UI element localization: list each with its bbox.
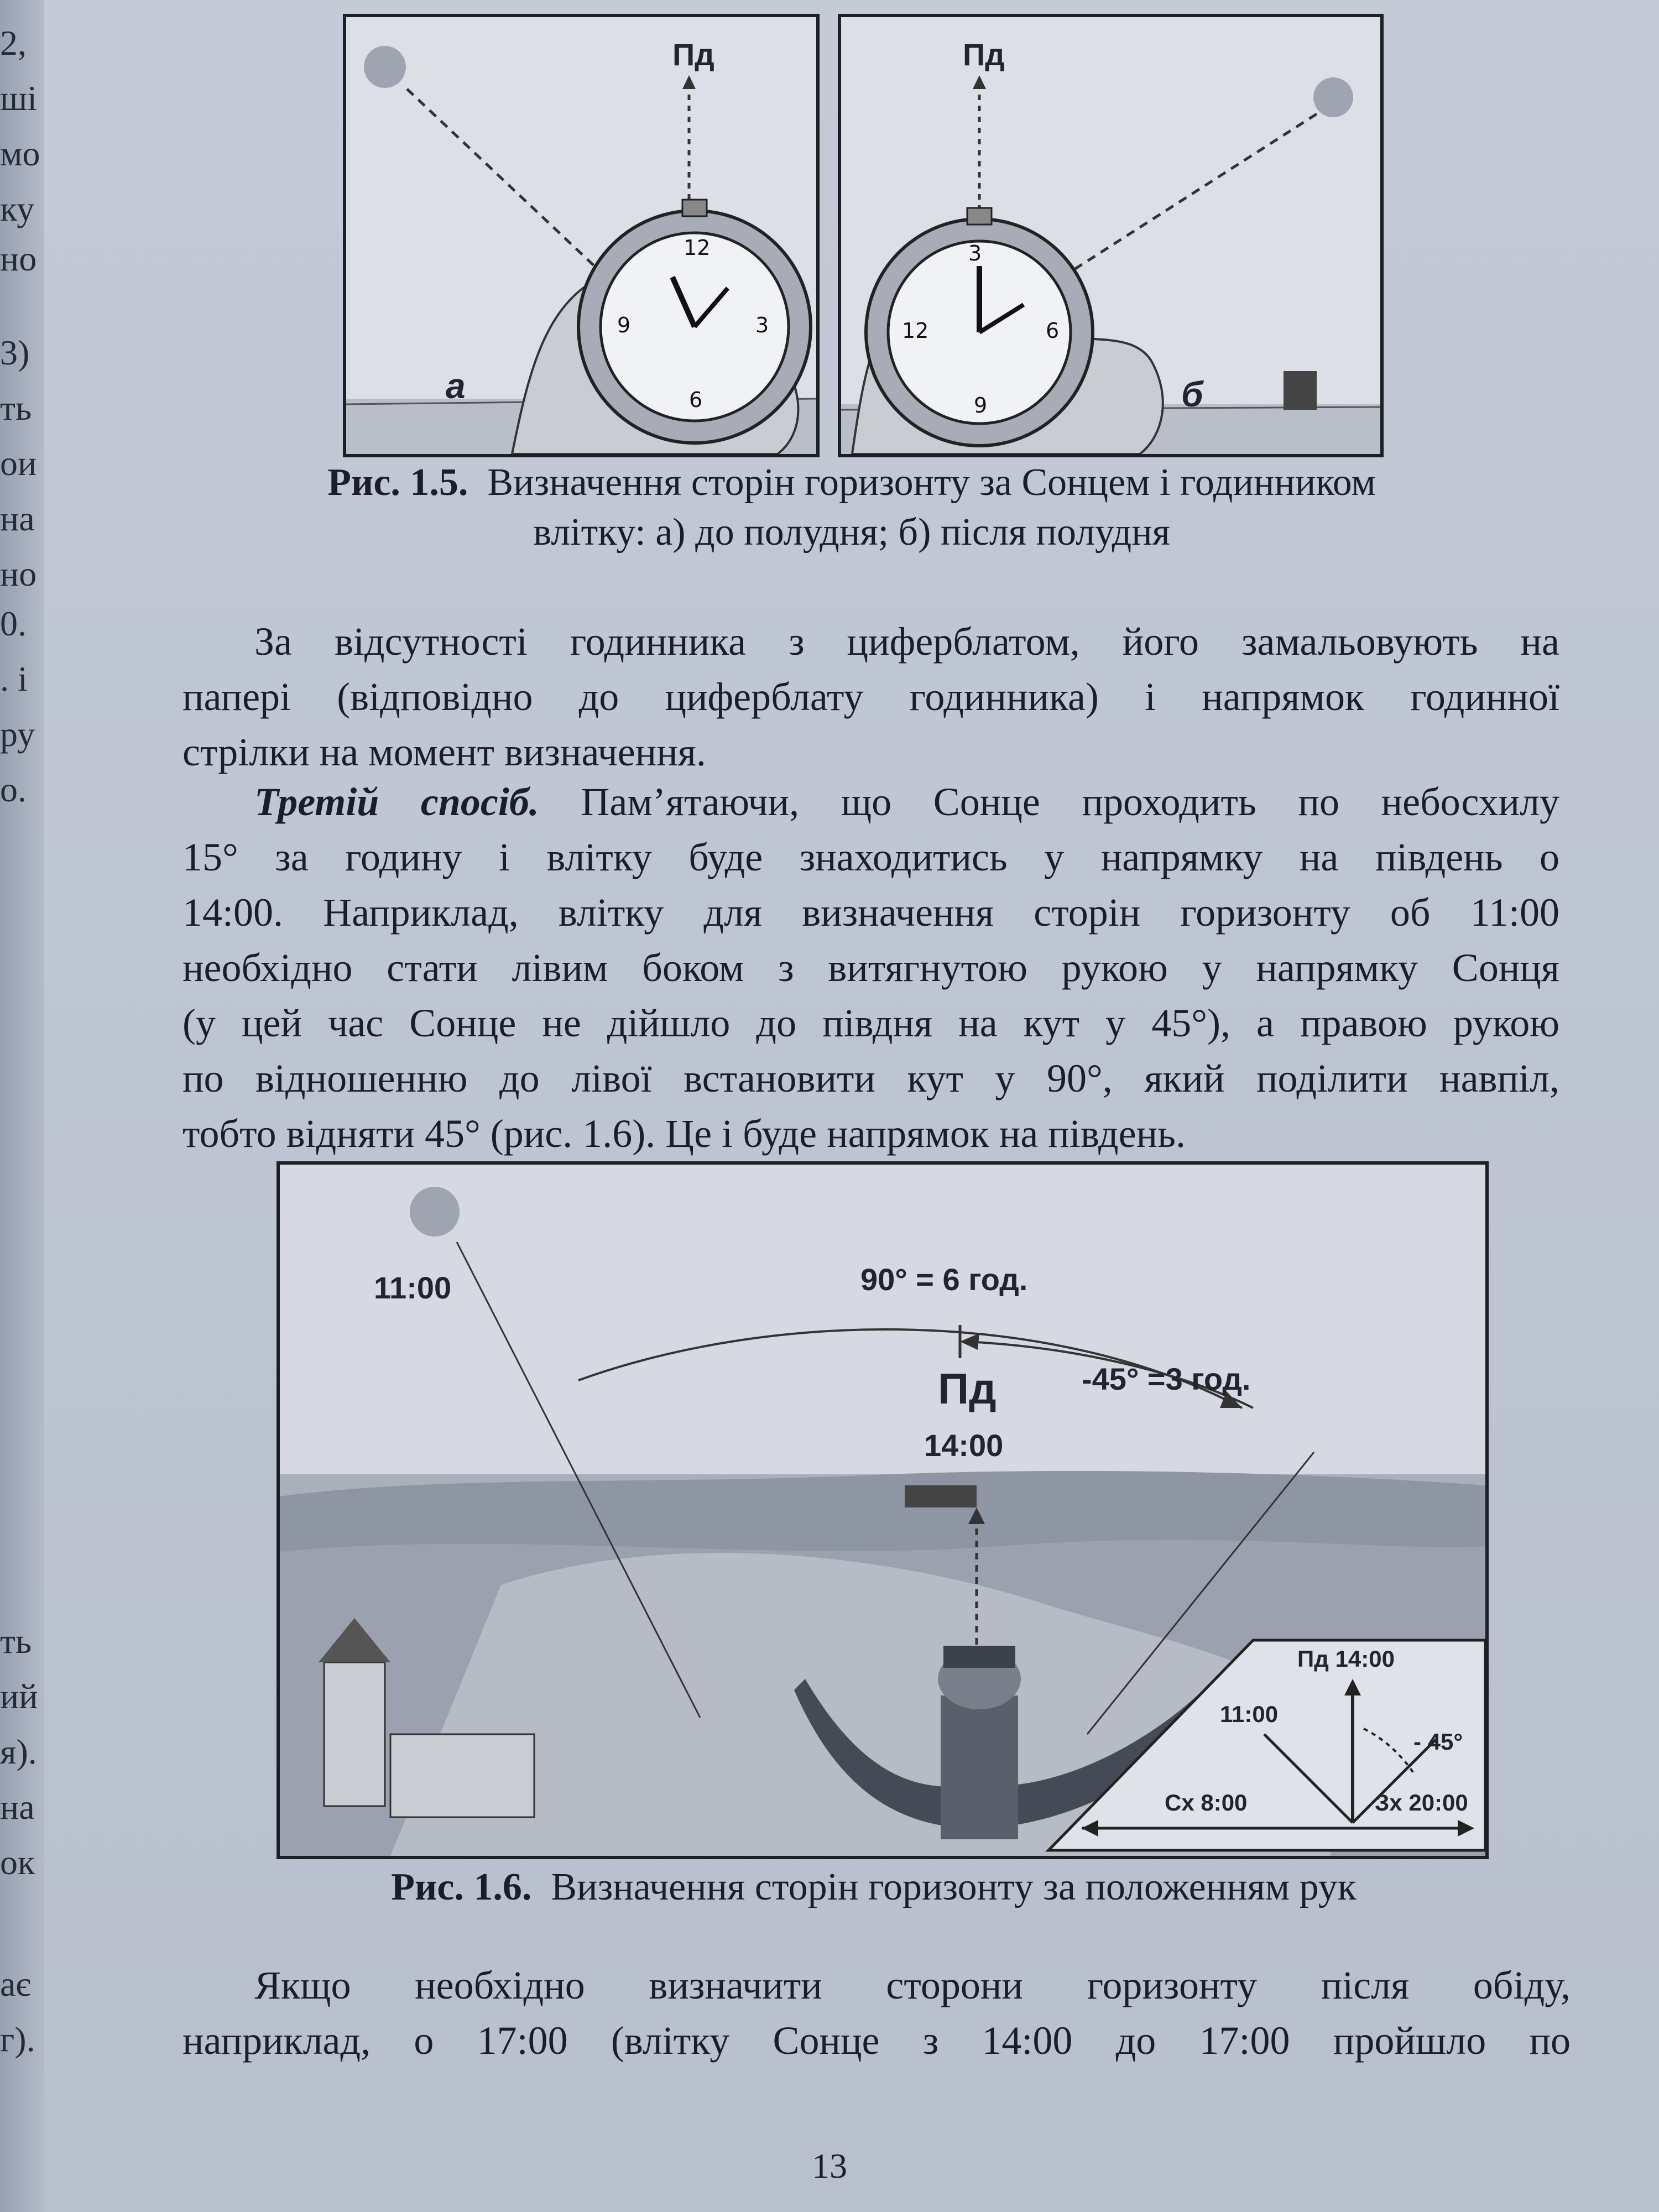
caption-text: Визначення сторін горизонту за положенням рук	[551, 1866, 1357, 1908]
svg-text:6: 6	[1046, 319, 1060, 343]
margin-fragment: ку	[0, 189, 35, 228]
inner-arc-angle-label: -45° =3 год.	[1082, 1361, 1251, 1396]
margin-fragment: ші	[0, 79, 38, 118]
svg-text:6: 6	[689, 388, 703, 412]
sun-time-label: 11:00	[374, 1270, 452, 1305]
panel-a-north-label: Пд	[672, 37, 714, 72]
margin-fragment: ои	[0, 444, 37, 483]
svg-text:12: 12	[684, 236, 711, 260]
margin-fragment: я).	[0, 1732, 37, 1771]
arc-angle-label: 90° = 6 год.	[860, 1262, 1028, 1297]
margin-fragment: 2,	[0, 23, 27, 62]
figure-1-5-panel-b	[838, 14, 1384, 457]
panel-b-north-label: Пд	[963, 37, 1005, 72]
figure-1-6	[276, 1161, 1489, 1859]
svg-text:9: 9	[974, 393, 988, 418]
page-number: 13	[812, 2146, 847, 2185]
paragraph-line: (у цей час Сонце не дійшло до півдня на кут у 45°), а правою рукою	[182, 1001, 1559, 1045]
panel-a-corner-label: а	[446, 366, 466, 406]
inset-south-time: Пд 14:00	[1297, 1646, 1395, 1672]
margin-fragment: ть	[0, 1621, 32, 1661]
margin-fragment: но	[0, 554, 37, 593]
margin-fragment: ть	[0, 388, 32, 427]
margin-fragment: ає	[0, 1964, 31, 2004]
south-label: Пд	[938, 1364, 997, 1413]
caption-number: Рис. 1.5.	[327, 461, 468, 504]
figure-1-5-panel-a	[343, 14, 820, 457]
paragraph-line: по відношенню до лівої встановити кут у 90°, який поділити навпіл,	[182, 1056, 1559, 1100]
margin-fragment: г).	[0, 2020, 35, 2059]
svg-text:3: 3	[755, 313, 769, 337]
paragraph-line: За відсутності годинника з циферблатом, його замальовують на	[254, 619, 1559, 664]
margin-fragment: . і	[0, 659, 28, 698]
svg-text:12: 12	[902, 319, 929, 343]
paragraph-line: Якщо необхідно визначити сторони горизонту після обіду,	[254, 1963, 1571, 2007]
inset-angle: - 45°	[1413, 1729, 1463, 1755]
margin-fragment: на	[0, 499, 35, 538]
figure-1-6-caption	[265, 1864, 1482, 1911]
inset-east-label: Сх 8:00	[1165, 1790, 1248, 1815]
paragraph-line: 14:00. Наприклад, влітку для визначення сторін горизонту об 11:00	[182, 890, 1559, 935]
paragraph-line: необхідно стати лівим боком з витягнутою рукою у напрямку Сонця	[182, 946, 1559, 990]
margin-fragment: но	[0, 239, 37, 278]
paragraph-line: 15° за годину і влітку буде знаходитись у напрямку на південь о	[182, 835, 1559, 879]
margin-fragment: 0.	[0, 604, 27, 643]
paragraph-line: тобто відняти 45° (рис. 1.6). Це і буде напрямок на південь.	[182, 1112, 1186, 1156]
watch-in-hand-illustration	[346, 17, 816, 454]
margin-fragment: ок	[0, 1843, 35, 1882]
paragraph-line	[254, 774, 1559, 830]
margin-fragment: ру	[0, 714, 35, 754]
margin-fragment: о.	[0, 770, 27, 809]
svg-text:9: 9	[617, 313, 631, 337]
watch-in-hand-illustration	[841, 17, 1380, 454]
margin-fragment: 3)	[0, 333, 30, 372]
figure-1-5-caption	[232, 459, 1471, 507]
caption-number: Рис. 1.6.	[391, 1866, 532, 1908]
caption-text-line-1: Визначення сторін горизонту за Сонцем і годинником	[487, 461, 1376, 504]
paragraph-line: наприклад, о 17:00 (влітку Сонце з 14:00 до 17:00 пройшло по	[182, 2018, 1571, 2063]
method-heading: Третій спосіб.	[254, 780, 539, 824]
svg-text:3: 3	[968, 241, 982, 265]
margin-fragment: ий	[0, 1677, 38, 1716]
paragraph-line: папері (відповідно до циферблату годинника) і напрямок годинної	[182, 675, 1559, 719]
panel-b-corner-label: б	[1181, 374, 1203, 414]
inset-west-label: Зх 20:00	[1375, 1790, 1468, 1815]
margin-fragment: на	[0, 1787, 35, 1827]
paragraph-line: стрілки на момент визначення.	[182, 730, 706, 774]
margin-fragment: мо	[0, 134, 40, 173]
figure-1-5-caption-line-2: влітку: а) до полудня; б) після полудня	[533, 511, 1170, 554]
paragraph-line-rest: Пам’ятаючи, що Сонце проходить по небосхилу	[539, 780, 1559, 824]
south-time-label: 14:00	[924, 1428, 1004, 1463]
inset-sun-time: 11:00	[1220, 1701, 1279, 1727]
